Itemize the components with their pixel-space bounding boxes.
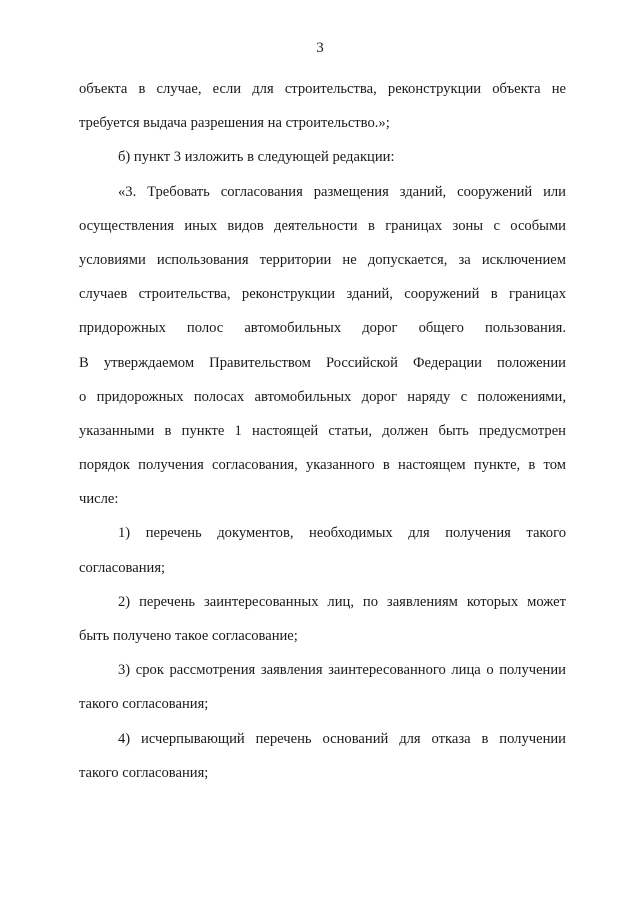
page-number: 3: [316, 40, 324, 56]
text-line: указанными в пункте 1 настоящей статьи, должен быть предусмотрен: [79, 422, 566, 439]
text-line: 4) исчерпывающий перечень оснований для отказа в получении: [118, 730, 566, 747]
text-line: условиями использования территории не допускается, за исключением: [79, 251, 566, 268]
text-line: В утверждаемом Правительством Российской Федерации положении: [79, 354, 566, 371]
text-line: 3) срок рассмотрения заявления заинтересованного лица о получении: [118, 662, 566, 679]
text-line: согласования;: [79, 559, 166, 576]
text-line: осуществления иных видов деятельности в границах зоны с особыми: [79, 217, 566, 234]
text-line: объекта в случае, если для строительства, реконструкции объекта не: [79, 81, 566, 97]
text-line: 2) перечень заинтересованных лиц, по заявлениям которых может: [118, 593, 566, 610]
text-line: числе:: [79, 491, 119, 508]
text-line: 1) перечень документов, необходимых для получения такого: [118, 525, 566, 542]
text-line: о придорожных полосах автомобильных дорог наряду с положениями,: [79, 388, 566, 405]
text-line: такого согласования;: [79, 696, 209, 713]
text-line: требуется выдача разрешения на строительство.»;: [79, 115, 390, 132]
document-body: [79, 72, 566, 790]
text-line: случаев строительства, реконструкции зданий, сооружений в границах: [79, 286, 566, 303]
text-line: б) пункт 3 изложить в следующей редакции:: [118, 149, 395, 166]
text-line: придорожных полос автомобильных дорог общего пользования.: [79, 320, 566, 337]
text-line: быть получено такое согласование;: [79, 628, 298, 644]
text-line: такого согласования;: [79, 764, 209, 781]
text-line: «3. Требовать согласования размещения зданий, сооружений или: [118, 183, 566, 200]
text-line: порядок получения согласования, указанного в настоящем пункте, в том: [79, 457, 566, 474]
